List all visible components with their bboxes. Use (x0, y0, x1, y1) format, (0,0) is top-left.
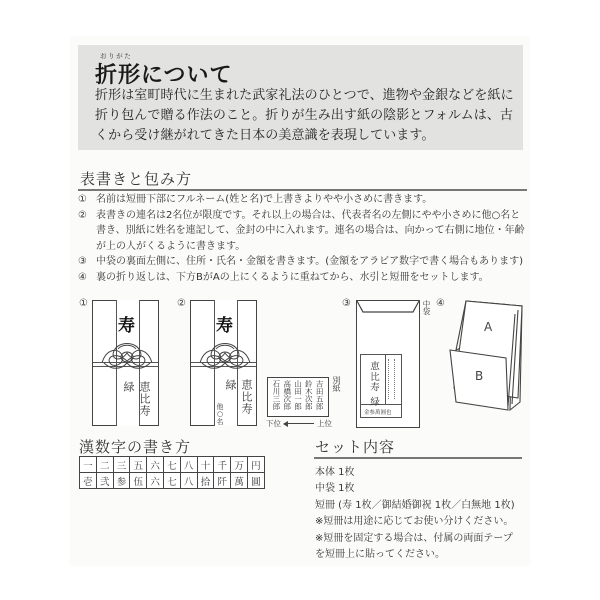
list-item: ※短冊は用途に応じてお使い分けください。 (315, 516, 514, 528)
bessi-name: 鈴木次郎 (304, 380, 314, 410)
table-cell: 七 (163, 473, 180, 489)
mizuhiki-knot-icon (198, 341, 252, 373)
table-cell: 阡 (214, 473, 231, 489)
list-item: を短冊上に貼ってください。 (315, 549, 445, 561)
step-text: 裏の折り返しは、下方BがAの上にくるように重ねてから、水引と短冊をセットします。 (96, 271, 489, 283)
table-row (80, 473, 265, 489)
flap-a-label: A (484, 320, 493, 334)
section-title-kanji-numbers: 漢数字の書き方 (79, 438, 192, 456)
list-item: 本体 1枚 (315, 467, 355, 478)
step-number: ③ (78, 256, 87, 267)
bessi-name: 山田一郎 (293, 380, 303, 410)
step-number: ④ (78, 271, 87, 283)
set-contents-list (315, 465, 515, 563)
intro-line: くから受け継がれてきた日本の美意識を表現しています。 (95, 128, 435, 143)
section-title-how-to: 表書きと包み方 (80, 170, 193, 188)
table-cell: 万 (231, 457, 248, 473)
separate-sheet-label: 別紙 (332, 376, 341, 392)
figure-number: ② (177, 298, 186, 309)
step-text: 名前は短冊下部にフルネーム(姓と名)で上書きよりやや小さめに書きます。 (96, 194, 433, 205)
sender-name: 恵比寿 緑 (368, 361, 379, 408)
figure-number: ④ (436, 298, 445, 309)
table-cell: 参 (113, 473, 130, 489)
sender-name: 恵比寿 緑 (122, 381, 151, 417)
step-number: ② (78, 209, 87, 221)
address-lines (394, 359, 398, 399)
kanji-numbers-table (79, 456, 265, 489)
instruction-item (78, 208, 528, 255)
table-cell: 六 (147, 457, 164, 473)
table-cell: 拾 (197, 473, 214, 489)
flap-b-label: B (475, 369, 484, 383)
title-ruby: おりがた (100, 52, 133, 60)
address-lines (388, 359, 392, 399)
list-item: 短冊 (寿 1枚／御結婚御祝 1枚／白無地 1枚) (315, 499, 515, 511)
intro-line: 折形は室町時代に生まれた武家礼法のひとつで、進物や金銀などを紙に (95, 88, 514, 103)
section-title-set-contents: セット内容 (315, 438, 396, 456)
step-text: 中袋の裏面左側に、住所・氏名・金額を書きます。(金額をアラビア数字で書く場合もあります) (96, 256, 524, 267)
table-cell: 十 (197, 457, 214, 473)
separate-sheet-illustration (267, 377, 329, 417)
section-divider (78, 189, 527, 191)
back-fold-illustration (448, 298, 524, 420)
table-cell: 二 (96, 457, 113, 473)
kotobuki-character: 寿 (216, 316, 233, 336)
sender-name: 恵比寿 緑 (224, 379, 253, 415)
mizuhiki-knot-icon (100, 341, 154, 373)
table-cell: 千 (214, 457, 231, 473)
table-cell: 萬 (231, 473, 248, 489)
table-cell: 圓 (247, 473, 264, 489)
instruction-item (78, 254, 528, 270)
list-item: ※短冊を固定する場合は、付属の両面テープ (315, 532, 513, 544)
table-cell: 壱 (80, 473, 97, 489)
table-cell: 伍 (130, 473, 147, 489)
bessi-name: 吉田五郎 (315, 380, 325, 410)
envelope-illustration-2 (190, 300, 257, 426)
others-count-note: 他○名 (216, 403, 224, 425)
step-number: ① (78, 194, 87, 205)
table-cell: 六 (147, 473, 164, 489)
table-cell: 円 (247, 457, 264, 473)
table-cell: 七 (163, 457, 180, 473)
bessi-name: 高橋次郎 (282, 380, 292, 410)
figure-number: ③ (342, 298, 351, 309)
address-form (360, 354, 402, 418)
table-cell: 弐 (96, 473, 113, 489)
step-text: 表書きの連名は2名位が限度です。それ以上の場合は、代表者名の左側にやや小さめに他○名と書き、別紙に姓名を連記して、金封の中に入れます。連名の場合は、向かって右側に地位・年齢が上の人がくるように書きます。 (96, 209, 525, 252)
upper-rank-label: 上位 (317, 419, 332, 428)
table-row (80, 457, 265, 473)
intro-text (95, 86, 520, 146)
rank-order-indicator (266, 418, 332, 429)
inner-envelope-label: 中袋 (422, 300, 431, 315)
page-title: 折形について (95, 62, 233, 88)
envelope-flap-icon (356, 300, 420, 314)
amount-text: 金参萬圓也 (364, 410, 392, 416)
arrow-left-icon (284, 423, 314, 424)
table-cell: 八 (180, 473, 197, 489)
form-divider (385, 355, 386, 405)
kotobuki-character: 寿 (118, 316, 135, 336)
envelope-illustration-1 (92, 300, 159, 426)
section-divider (314, 457, 522, 459)
instruction-item (78, 192, 528, 208)
bessi-name: 石川三郎 (271, 380, 281, 410)
table-cell: 一 (80, 457, 97, 473)
table-cell: 八 (180, 457, 197, 473)
intro-line: 折り包んで贈る作法のこと。折りが生み出す紙の陰影とフォルムは、古 (95, 108, 514, 123)
figure-number: ① (79, 298, 88, 309)
table-cell: 五 (130, 457, 147, 473)
table-cell: 三 (113, 457, 130, 473)
lower-rank-label: 下位 (266, 419, 281, 428)
list-item: 中袋 1枚 (315, 483, 355, 495)
instruction-item (78, 270, 528, 286)
instruction-list (78, 192, 528, 285)
